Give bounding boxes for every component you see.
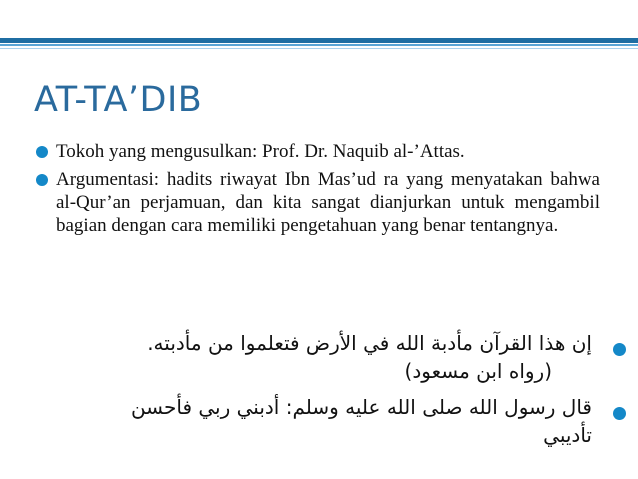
bullet-item-argumentasi: [32, 168, 600, 237]
bullet-icon: [36, 174, 48, 186]
bullet-list: [32, 140, 600, 237]
arabic-line: قال رسول الله صلى الله عليه وسلم: أدبني ربي فأحسن: [130, 395, 592, 419]
header-rule: [0, 38, 638, 43]
arabic-bullet-prophet-saying: [12, 393, 626, 449]
bullet-item-tokoh: [32, 140, 600, 163]
arabic-line: إن هذا القرآن مأدبة الله في الأرض فتعلموا من مأدبته.: [147, 331, 592, 355]
header-rule-thin: [0, 44, 638, 46]
arabic-bullet-hadith: [12, 329, 626, 385]
slide-title: AT-TA’DIB: [34, 80, 203, 120]
arabic-text: [12, 393, 592, 449]
arabic-text: [12, 329, 592, 385]
bullet-text: Argumentasi: hadits riwayat Ibn Mas’ud ra yang menyatakan bahwa al-Qur’an perjamuan, dan kita sangat dianjurkan untuk mengambil bagian dengan cara memiliki pengetahuan yang benar tentangnya.: [56, 169, 600, 236]
bullet-icon: [613, 343, 626, 356]
bullet-text: Tokoh yang mengusulkan: Prof. Dr. Naquib al-’Attas.: [56, 141, 465, 162]
header-rule-light: [0, 48, 638, 49]
bullet-icon: [36, 146, 48, 158]
arabic-line: تأديبي: [543, 423, 592, 447]
header-band: [0, 0, 638, 38]
bullet-icon: [613, 407, 626, 420]
arabic-line: (رواه ابن مسعود): [404, 359, 552, 383]
